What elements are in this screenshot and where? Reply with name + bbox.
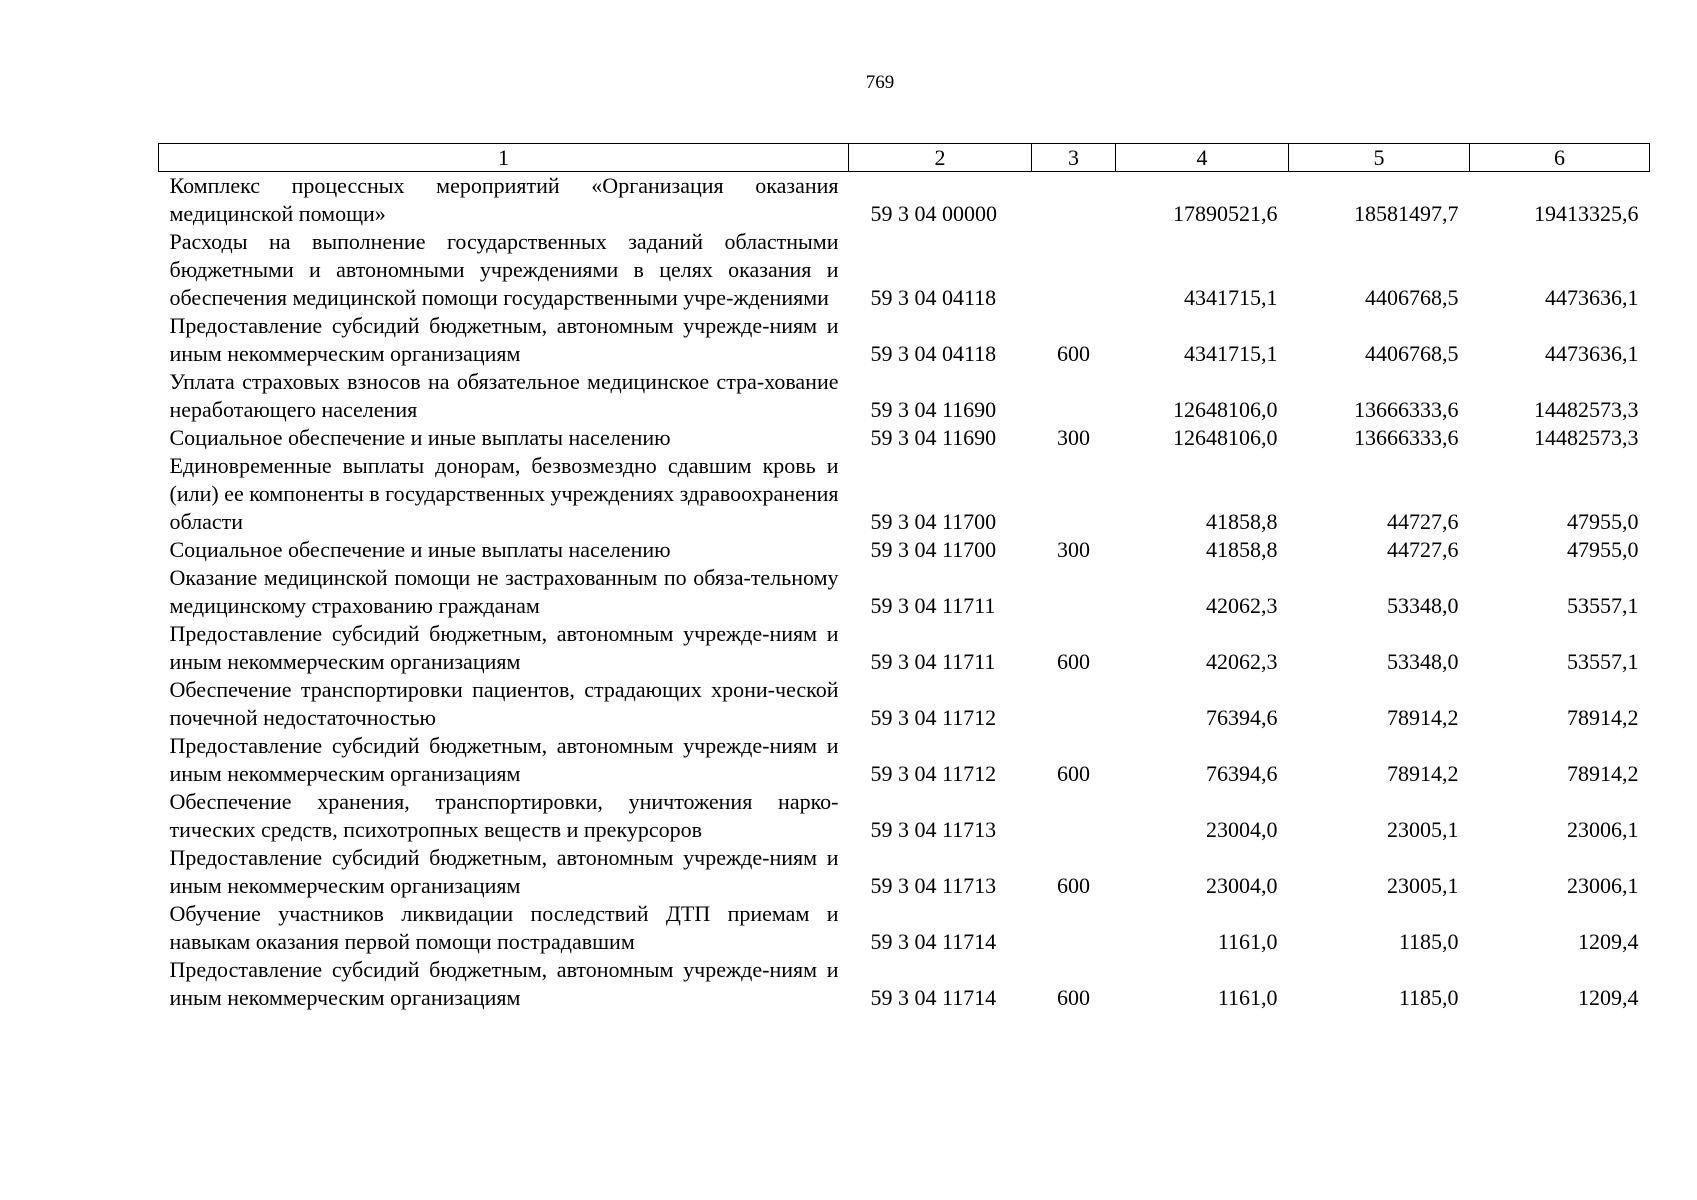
- row-value-5: 44727,6: [1387, 509, 1459, 534]
- row-value-6: 4473636,1: [1545, 285, 1639, 310]
- row-name: Предоставление субсидий бюджетным, автономным учрежде-ниям и иным некоммерческим организациям: [169, 621, 839, 674]
- row-value-5: 53348,0: [1387, 649, 1459, 674]
- row-code: 59 3 04 00000: [870, 201, 997, 226]
- row-value-4: 4341715,1: [1184, 285, 1278, 310]
- row-code: 59 3 04 11690: [870, 397, 997, 422]
- row-name: Предоставление субсидий бюджетным, автономным учрежде-ниям и иным некоммерческим организациям: [169, 733, 839, 786]
- row-value-6: 19413325,6: [1534, 201, 1639, 226]
- row-type: 600: [1057, 341, 1090, 366]
- row-value-5: 18581497,7: [1354, 201, 1459, 226]
- row-value-4: 41858,8: [1206, 509, 1278, 534]
- row-name: Обучение участников ликвидации последствий ДТП приемам и навыкам оказания первой помощи пострадавшим: [169, 901, 839, 954]
- row-value-6: 4473636,1: [1545, 341, 1639, 366]
- row-value-4: 42062,3: [1206, 593, 1278, 618]
- row-code: 59 3 04 11690: [870, 425, 997, 450]
- row-name: Социальное обеспечение и иные выплаты населению: [169, 425, 671, 450]
- row-value-6: 1209,4: [1578, 985, 1639, 1010]
- row-name: Предоставление субсидий бюджетным, автономным учрежде-ниям и иным некоммерческим организациям: [169, 845, 839, 898]
- table-row: [159, 900, 1650, 956]
- table-row: [159, 228, 1650, 312]
- row-value-5: 44727,6: [1387, 537, 1459, 562]
- row-value-6: 14482573,3: [1534, 397, 1639, 422]
- budget-table: [158, 143, 1650, 1012]
- row-name: Предоставление субсидий бюджетным, автономным учрежде-ниям и иным некоммерческим организациям: [169, 957, 839, 1010]
- row-value-6: 23006,1: [1567, 873, 1639, 898]
- row-type: 600: [1057, 985, 1090, 1010]
- page-number: 769: [865, 72, 895, 93]
- column-header: 6: [1470, 144, 1650, 172]
- row-type: 600: [1057, 873, 1090, 898]
- table-row: [159, 368, 1650, 424]
- row-name: Социальное обеспечение и иные выплаты населению: [169, 537, 671, 562]
- row-code: 59 3 04 11714: [870, 985, 997, 1010]
- table-row: [159, 788, 1650, 844]
- row-name: Обеспечение транспортировки пациентов, страдающих хрони-ческой почечной недостаточностью: [169, 677, 839, 730]
- row-value-4: 1161,0: [1217, 985, 1278, 1010]
- row-type: 600: [1057, 761, 1090, 786]
- row-value-4: 12648106,0: [1173, 397, 1278, 422]
- row-value-6: 14482573,3: [1534, 425, 1639, 450]
- row-value-4: 12648106,0: [1173, 425, 1278, 450]
- row-value-5: 1185,0: [1398, 929, 1459, 954]
- row-code: 59 3 04 11711: [870, 649, 996, 674]
- table-row: [159, 172, 1650, 229]
- row-value-6: 78914,2: [1567, 705, 1639, 730]
- row-code: 59 3 04 11700: [870, 537, 997, 562]
- row-value-6: 47955,0: [1567, 509, 1639, 534]
- row-value-4: 23004,0: [1206, 817, 1278, 842]
- row-value-4: 4341715,1: [1184, 341, 1278, 366]
- table-row: [159, 956, 1650, 1012]
- row-type: [1032, 452, 1116, 536]
- row-code: 59 3 04 04118: [870, 341, 997, 366]
- row-value-4: 76394,6: [1206, 705, 1278, 730]
- row-value-5: 78914,2: [1387, 761, 1459, 786]
- row-value-6: 47955,0: [1567, 537, 1639, 562]
- column-header: 1: [159, 144, 849, 172]
- row-value-5: 78914,2: [1387, 705, 1459, 730]
- row-value-6: 53557,1: [1567, 649, 1639, 674]
- row-value-5: 1185,0: [1398, 985, 1459, 1010]
- row-name: Единовременные выплаты донорам, безвозмездно сдавшим кровь и (или) ее компоненты в государственных учреждениях здравоохранения области: [169, 453, 839, 534]
- row-type: [1032, 788, 1116, 844]
- row-name: Расходы на выполнение государственных заданий областными бюджетными и автономными учреждениями в целях оказания и обеспечения медицинской помощи государственными учре-ждениями: [169, 229, 839, 310]
- table-row: [159, 312, 1650, 368]
- row-value-4: 17890521,6: [1173, 201, 1278, 226]
- row-value-5: 23005,1: [1387, 817, 1459, 842]
- row-type: [1032, 172, 1116, 229]
- row-type: [1032, 368, 1116, 424]
- row-value-6: 78914,2: [1567, 761, 1639, 786]
- row-value-5: 13666333,6: [1354, 397, 1459, 422]
- row-value-5: 4406768,5: [1365, 341, 1459, 366]
- row-type: [1032, 564, 1116, 620]
- row-name: Предоставление субсидий бюджетным, автономным учрежде-ниям и иным некоммерческим организациям: [169, 313, 839, 366]
- row-type: [1032, 228, 1116, 312]
- row-value-5: 4406768,5: [1365, 285, 1459, 310]
- row-value-6: 23006,1: [1567, 817, 1639, 842]
- row-value-4: 1161,0: [1217, 929, 1278, 954]
- row-type: 300: [1057, 425, 1090, 450]
- column-header: 5: [1289, 144, 1470, 172]
- row-type: 300: [1057, 537, 1090, 562]
- row-value-6: 1209,4: [1578, 929, 1639, 954]
- row-value-4: 42062,3: [1206, 649, 1278, 674]
- row-value-4: 23004,0: [1206, 873, 1278, 898]
- row-code: 59 3 04 11713: [870, 817, 997, 842]
- row-type: [1032, 900, 1116, 956]
- row-code: 59 3 04 11713: [870, 873, 997, 898]
- row-value-5: 23005,1: [1387, 873, 1459, 898]
- table-row: [159, 620, 1650, 676]
- row-name: Обеспечение хранения, транспортировки, уничтожения нарко-тических средств, психотропных веществ и прекурсоров: [169, 789, 839, 842]
- row-code: 59 3 04 11700: [870, 509, 997, 534]
- row-value-6: 53557,1: [1567, 593, 1639, 618]
- table-row: [159, 424, 1650, 452]
- row-type: 600: [1057, 649, 1090, 674]
- column-header: 4: [1116, 144, 1289, 172]
- row-value-5: 53348,0: [1387, 593, 1459, 618]
- row-code: 59 3 04 11714: [870, 929, 997, 954]
- table-row: [159, 732, 1650, 788]
- row-value-5: 13666333,6: [1354, 425, 1459, 450]
- row-name: Уплата страховых взносов на обязательное медицинское стра-хование неработающего населения: [169, 369, 839, 422]
- row-name: Комплекс процессных мероприятий «Организация оказания медицинской помощи»: [169, 173, 839, 226]
- table-row: [159, 536, 1650, 564]
- row-code: 59 3 04 11712: [870, 761, 997, 786]
- row-type: [1032, 676, 1116, 732]
- column-header: 2: [849, 144, 1032, 172]
- row-code: 59 3 04 11711: [870, 593, 996, 618]
- row-value-4: 41858,8: [1206, 537, 1278, 562]
- table-header-row: [159, 144, 1650, 172]
- table-row: [159, 844, 1650, 900]
- table-row: [159, 564, 1650, 620]
- row-code: 59 3 04 04118: [870, 285, 997, 310]
- row-name: Оказание медицинской помощи не застрахованным по обяза-тельному медицинскому страхованию гражданам: [169, 565, 839, 618]
- row-code: 59 3 04 11712: [870, 705, 997, 730]
- table-row: [159, 676, 1650, 732]
- table-row: [159, 452, 1650, 536]
- column-header: 3: [1032, 144, 1116, 172]
- row-value-4: 76394,6: [1206, 761, 1278, 786]
